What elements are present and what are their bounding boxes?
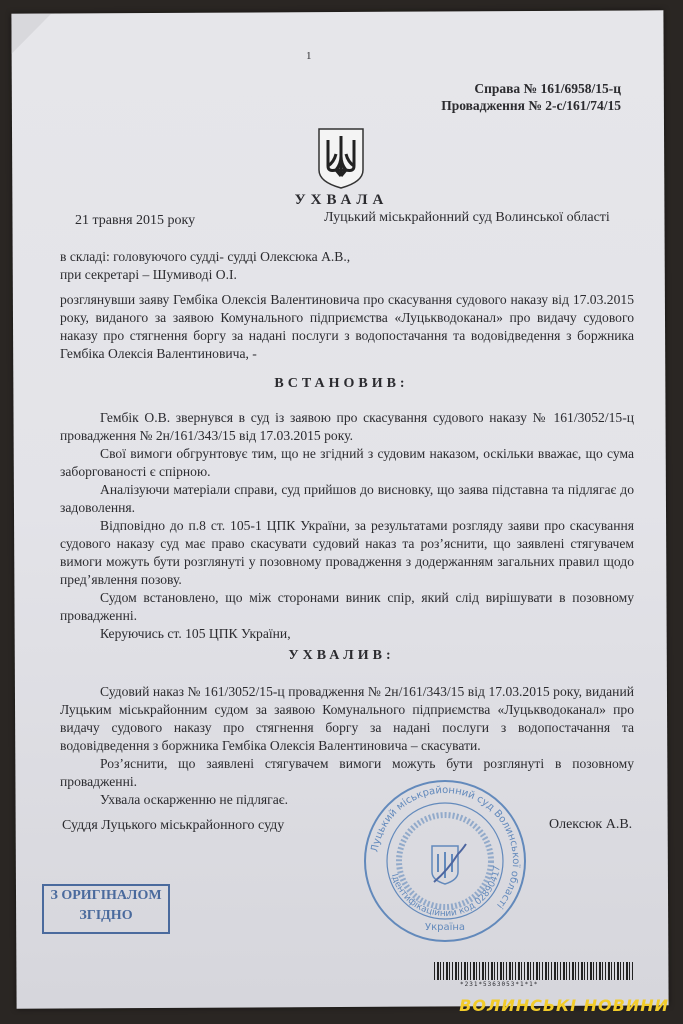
court-name: Луцький міськрайонний суд Волинської області xyxy=(324,210,610,225)
paragraph: Керуючись ст. 105 ЦПК України, xyxy=(100,626,291,641)
publisher-watermark: ВОЛИНСЬКІ НОВИНИ xyxy=(459,996,669,1015)
barcode xyxy=(434,962,634,980)
paragraph: Відповідно до п.8 ст. 105-1 ЦПК України, за результатами розгляду заяви про скасування судового наказу суд має право скасувати судовий наказ та роз’яснити, що заявлені стягувачем вимоги можуть бути розглянуті у позовному провадження з додержанням загальних правил щодо пред’явлення позову. xyxy=(60,518,634,587)
document-title: УХВАЛА xyxy=(294,192,389,208)
paragraph: Роз’яснити, що заявлені стягувачем вимоги можуть бути розглянуті в позовному провадженні. xyxy=(60,756,634,789)
ruled-heading: УХВАЛИВ: xyxy=(288,648,395,663)
seal-inner-text: Ідентифікаційний код 02890417 xyxy=(388,865,503,920)
paragraph: Свої вимоги обгрунтовує тим, що не згідний з судовим наказом, оскільки вважає, що сума заборгованості є спірною. xyxy=(60,446,634,479)
svg-text:Луцький міськрайонний суд Воли xyxy=(370,785,521,911)
proceeding-number: Провадження № 2-с/161/74/15 xyxy=(441,98,621,113)
intro-paragraph xyxy=(60,291,634,363)
judge-name: Олексюк А.В. xyxy=(549,817,633,832)
case-number: Справа № 161/6958/15-ц xyxy=(474,81,621,96)
established-section xyxy=(60,409,634,643)
paragraph: Судом встановлено, що між сторонами виник спір, який слід вирішувати в позовному провадженні. xyxy=(60,590,634,623)
composition-judge: в складі: головуючого судді- судді Олексюка А.В., xyxy=(60,249,351,264)
composition-secretary: при секретарі – Шумиводі О.І. xyxy=(60,267,237,282)
paragraph: Судовий наказ № 161/3052/15-ц провадження № 2н/161/343/15 від 17.03.2015 року, виданий Луцьким міськрайонним судом за заявою Комунального підприємства «Луцькводоканал» про видачу судового наказу про стягнення боргу за надані послуги з водопостачання та водовідведення з боржника Гембіка Олексія Валентиновича – скасувати. xyxy=(60,684,634,753)
coat-of-arms-icon xyxy=(316,126,366,190)
copy-stamp-line: ЗГІДНО xyxy=(79,908,133,923)
page-number: 1 xyxy=(306,50,312,62)
paragraph: Гембік О.В. звернувся в суд із заявою про скасування судового наказу № 161/3052/15-ц провадження № 2н/161/343/15 від 17.03.2015 року. xyxy=(60,410,634,443)
seal-country: Україна xyxy=(424,922,466,933)
folded-corner xyxy=(11,14,51,54)
established-heading: ВСТАНОВИВ: xyxy=(274,376,409,391)
paragraph: Аналізуючи матеріали справи, суд прийшов до висновку, що заява підставна та підлягає до задоволення. xyxy=(60,482,634,515)
court-composition xyxy=(60,248,634,284)
ruled-section xyxy=(60,683,634,809)
copy-stamp-line: З ОРИГІНАЛОМ xyxy=(50,888,162,903)
judge-title: Суддя Луцького міськрайонного суду xyxy=(62,818,285,833)
certified-copy-stamp xyxy=(42,884,170,934)
case-numbers xyxy=(441,80,621,114)
intro-text: розглянувши заяву Гембіка Олексія Валентиновича про скасування судового наказу від 17.03.2015 року, виданого за заявою Комунального підприємства «Луцькводоканал» про видачу судового наказу про стягнення боргу за надані послуги з водопостачання та водовідведення з боржника Гембіка Олексія Валентиновича, - xyxy=(60,292,634,361)
decision-date: 21 травня 2015 року xyxy=(75,213,196,228)
court-seal xyxy=(362,778,528,944)
paragraph: Ухвала оскарженню не підлягає. xyxy=(100,792,288,807)
barcode-number: *231*5363053*1*1* xyxy=(460,981,539,988)
seal-outer-text: Луцький міськрайонний суд Волинської області xyxy=(369,784,522,911)
